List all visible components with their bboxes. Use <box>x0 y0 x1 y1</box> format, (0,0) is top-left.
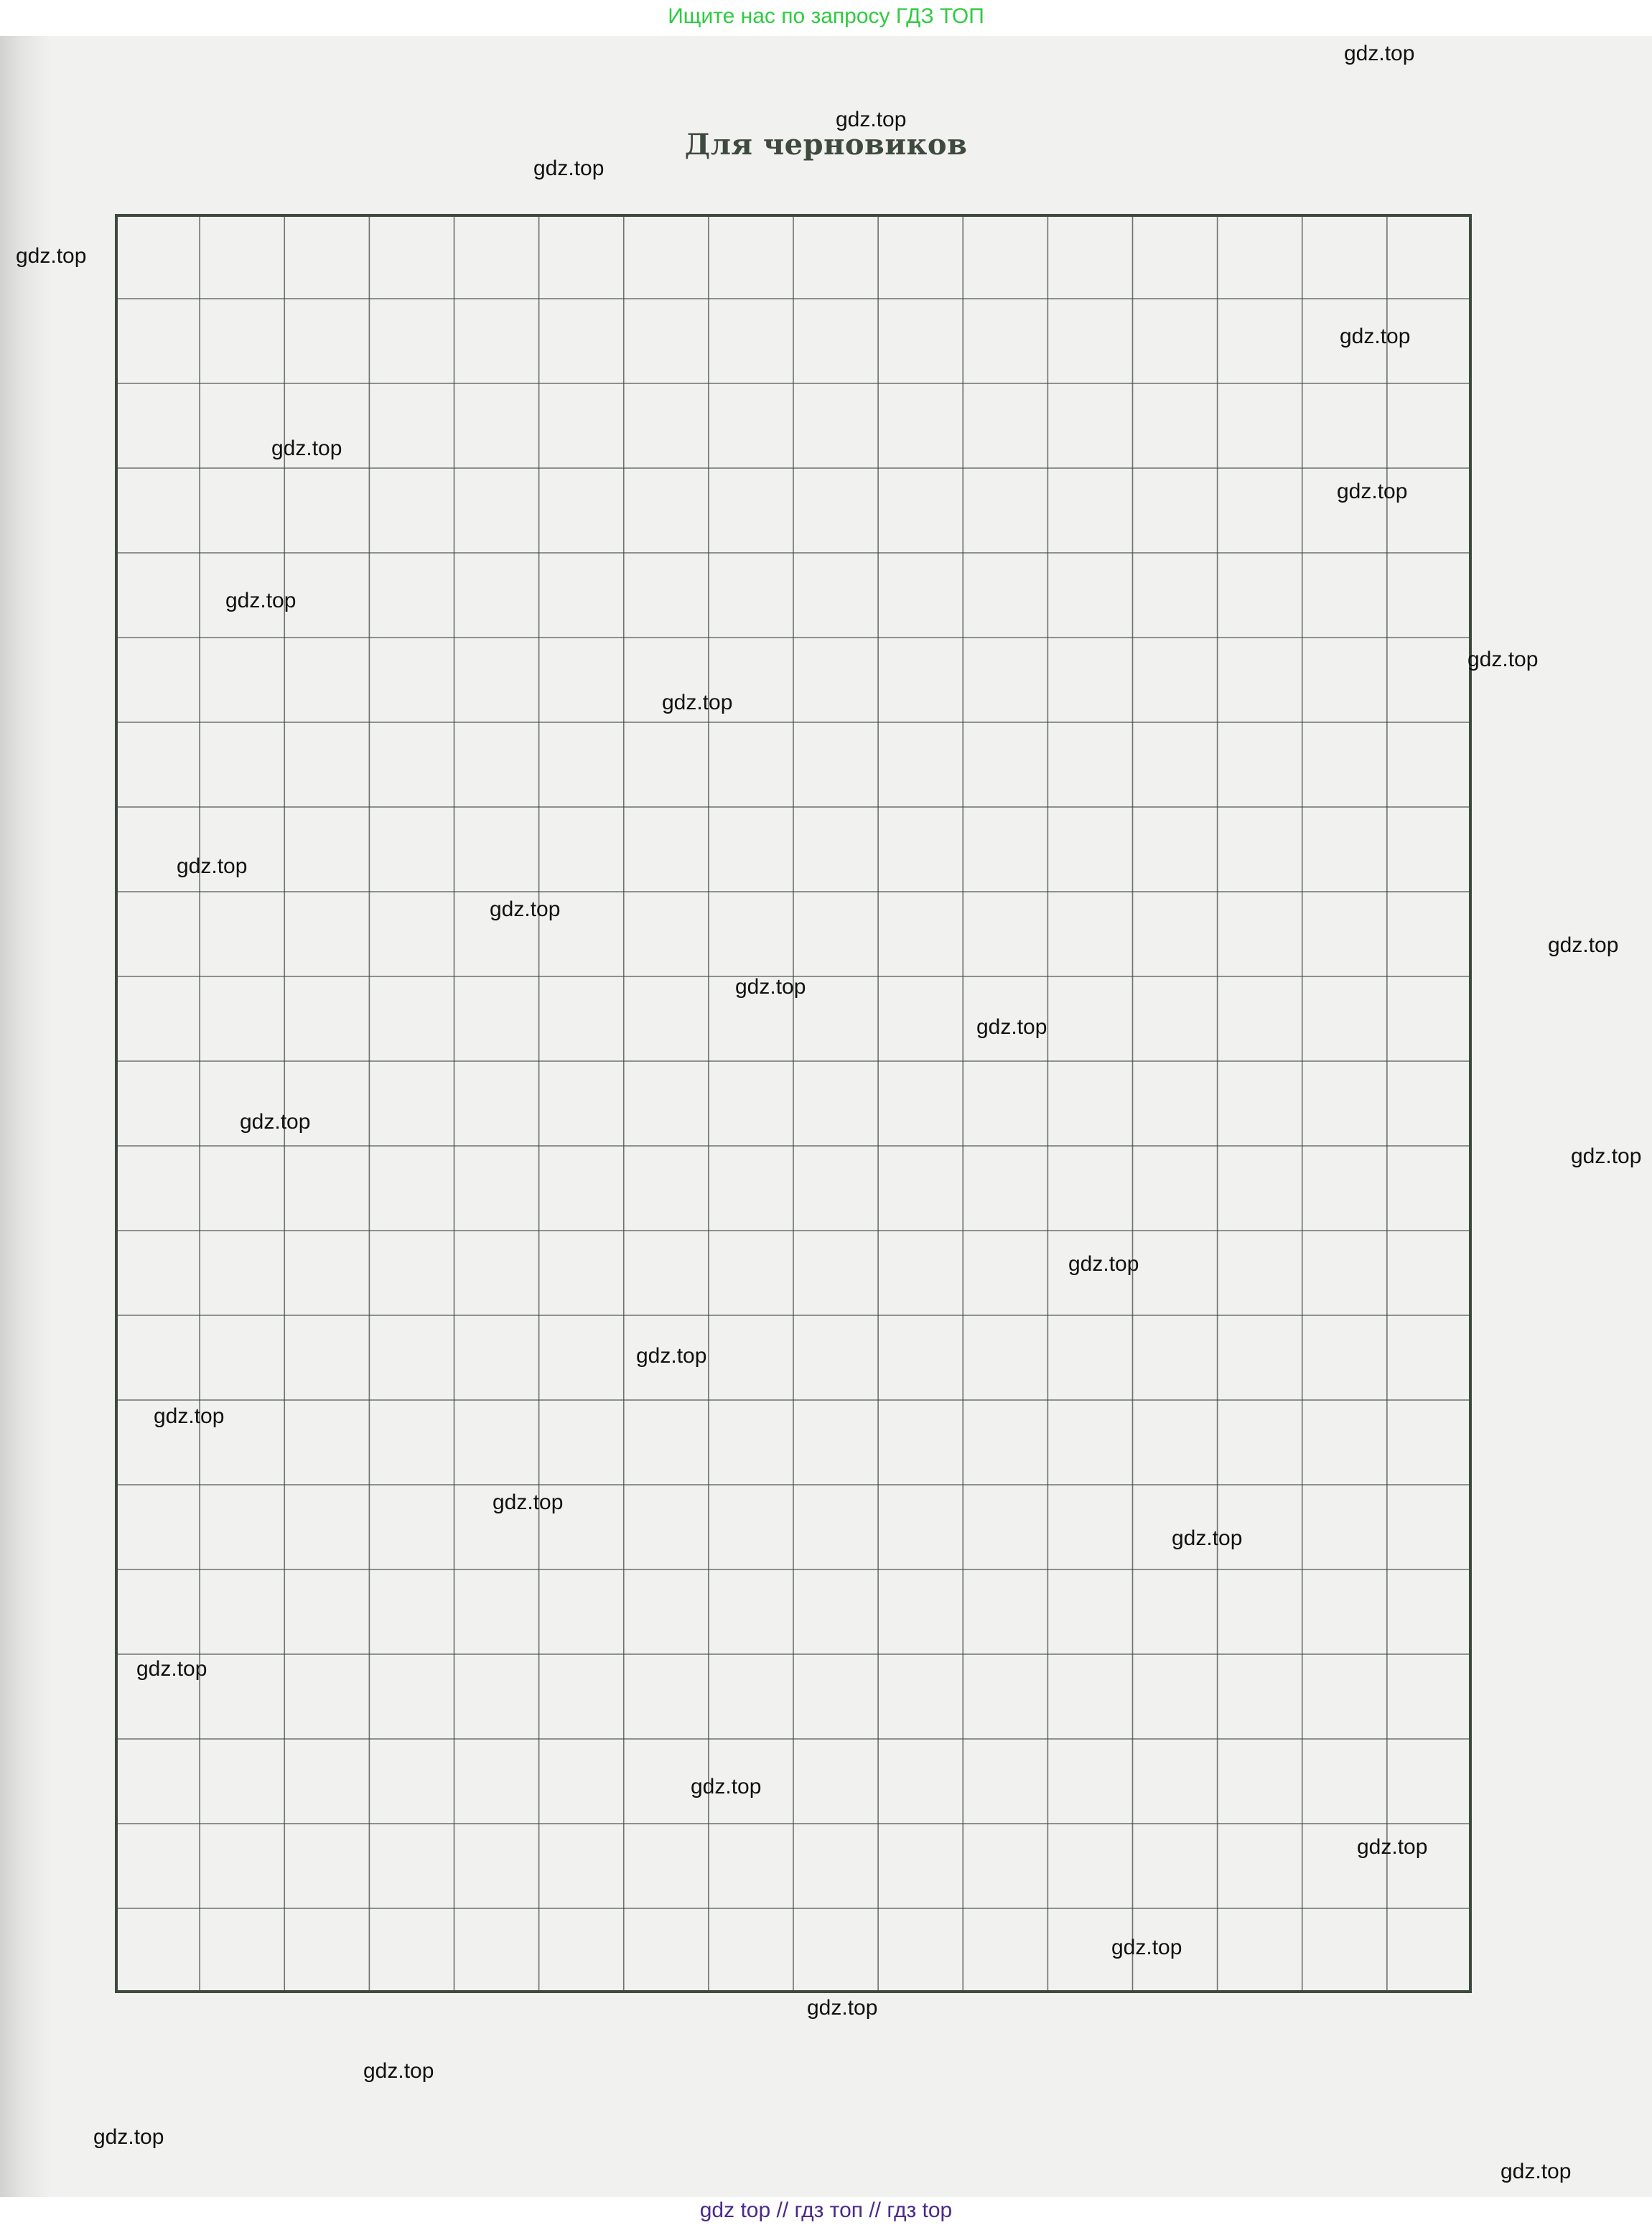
watermark: gdz.top <box>363 2059 434 2083</box>
watermark: gdz.top <box>976 1015 1047 1039</box>
draft-grid <box>115 214 1472 1993</box>
site-footer: gdz top // гдз топ // гдз top <box>699 2198 953 2222</box>
watermark: gdz.top <box>493 1490 564 1514</box>
watermark: gdz.top <box>1337 480 1408 503</box>
watermark: gdz.top <box>1571 1144 1642 1168</box>
watermark: gdz.top <box>16 244 87 268</box>
watermark: gdz.top <box>836 108 907 131</box>
watermark: gdz.top <box>1068 1252 1139 1276</box>
watermark: gdz.top <box>93 2125 164 2149</box>
watermark: gdz.top <box>154 1404 225 1428</box>
watermark: gdz.top <box>271 437 342 460</box>
watermark: gdz.top <box>1501 2160 1572 2183</box>
watermark: gdz.top <box>807 1996 878 2020</box>
watermark: gdz.top <box>636 1344 707 1368</box>
watermark: gdz.top <box>136 1657 207 1681</box>
watermark: gdz.top <box>240 1110 311 1134</box>
watermark: gdz.top <box>177 854 248 878</box>
watermark: gdz.top <box>1357 1835 1428 1859</box>
site-banner: Ищите нас по запросу ГДЗ ТОП <box>668 4 984 28</box>
watermark: gdz.top <box>691 1775 762 1799</box>
watermark: gdz.top <box>1344 42 1415 65</box>
watermark: gdz.top <box>662 691 733 714</box>
watermark: gdz.top <box>225 589 297 612</box>
watermark: gdz.top <box>1111 1936 1182 1959</box>
watermark: gdz.top <box>533 157 605 180</box>
page-title: Для черновиков <box>684 128 968 162</box>
watermark: gdz.top <box>735 975 806 999</box>
watermark: gdz.top <box>1467 648 1539 671</box>
watermark: gdz.top <box>1548 933 1619 957</box>
watermark: gdz.top <box>490 897 561 921</box>
page-spine-shadow <box>0 36 50 2197</box>
watermark: gdz.top <box>1172 1526 1243 1550</box>
watermark: gdz.top <box>1340 325 1411 348</box>
